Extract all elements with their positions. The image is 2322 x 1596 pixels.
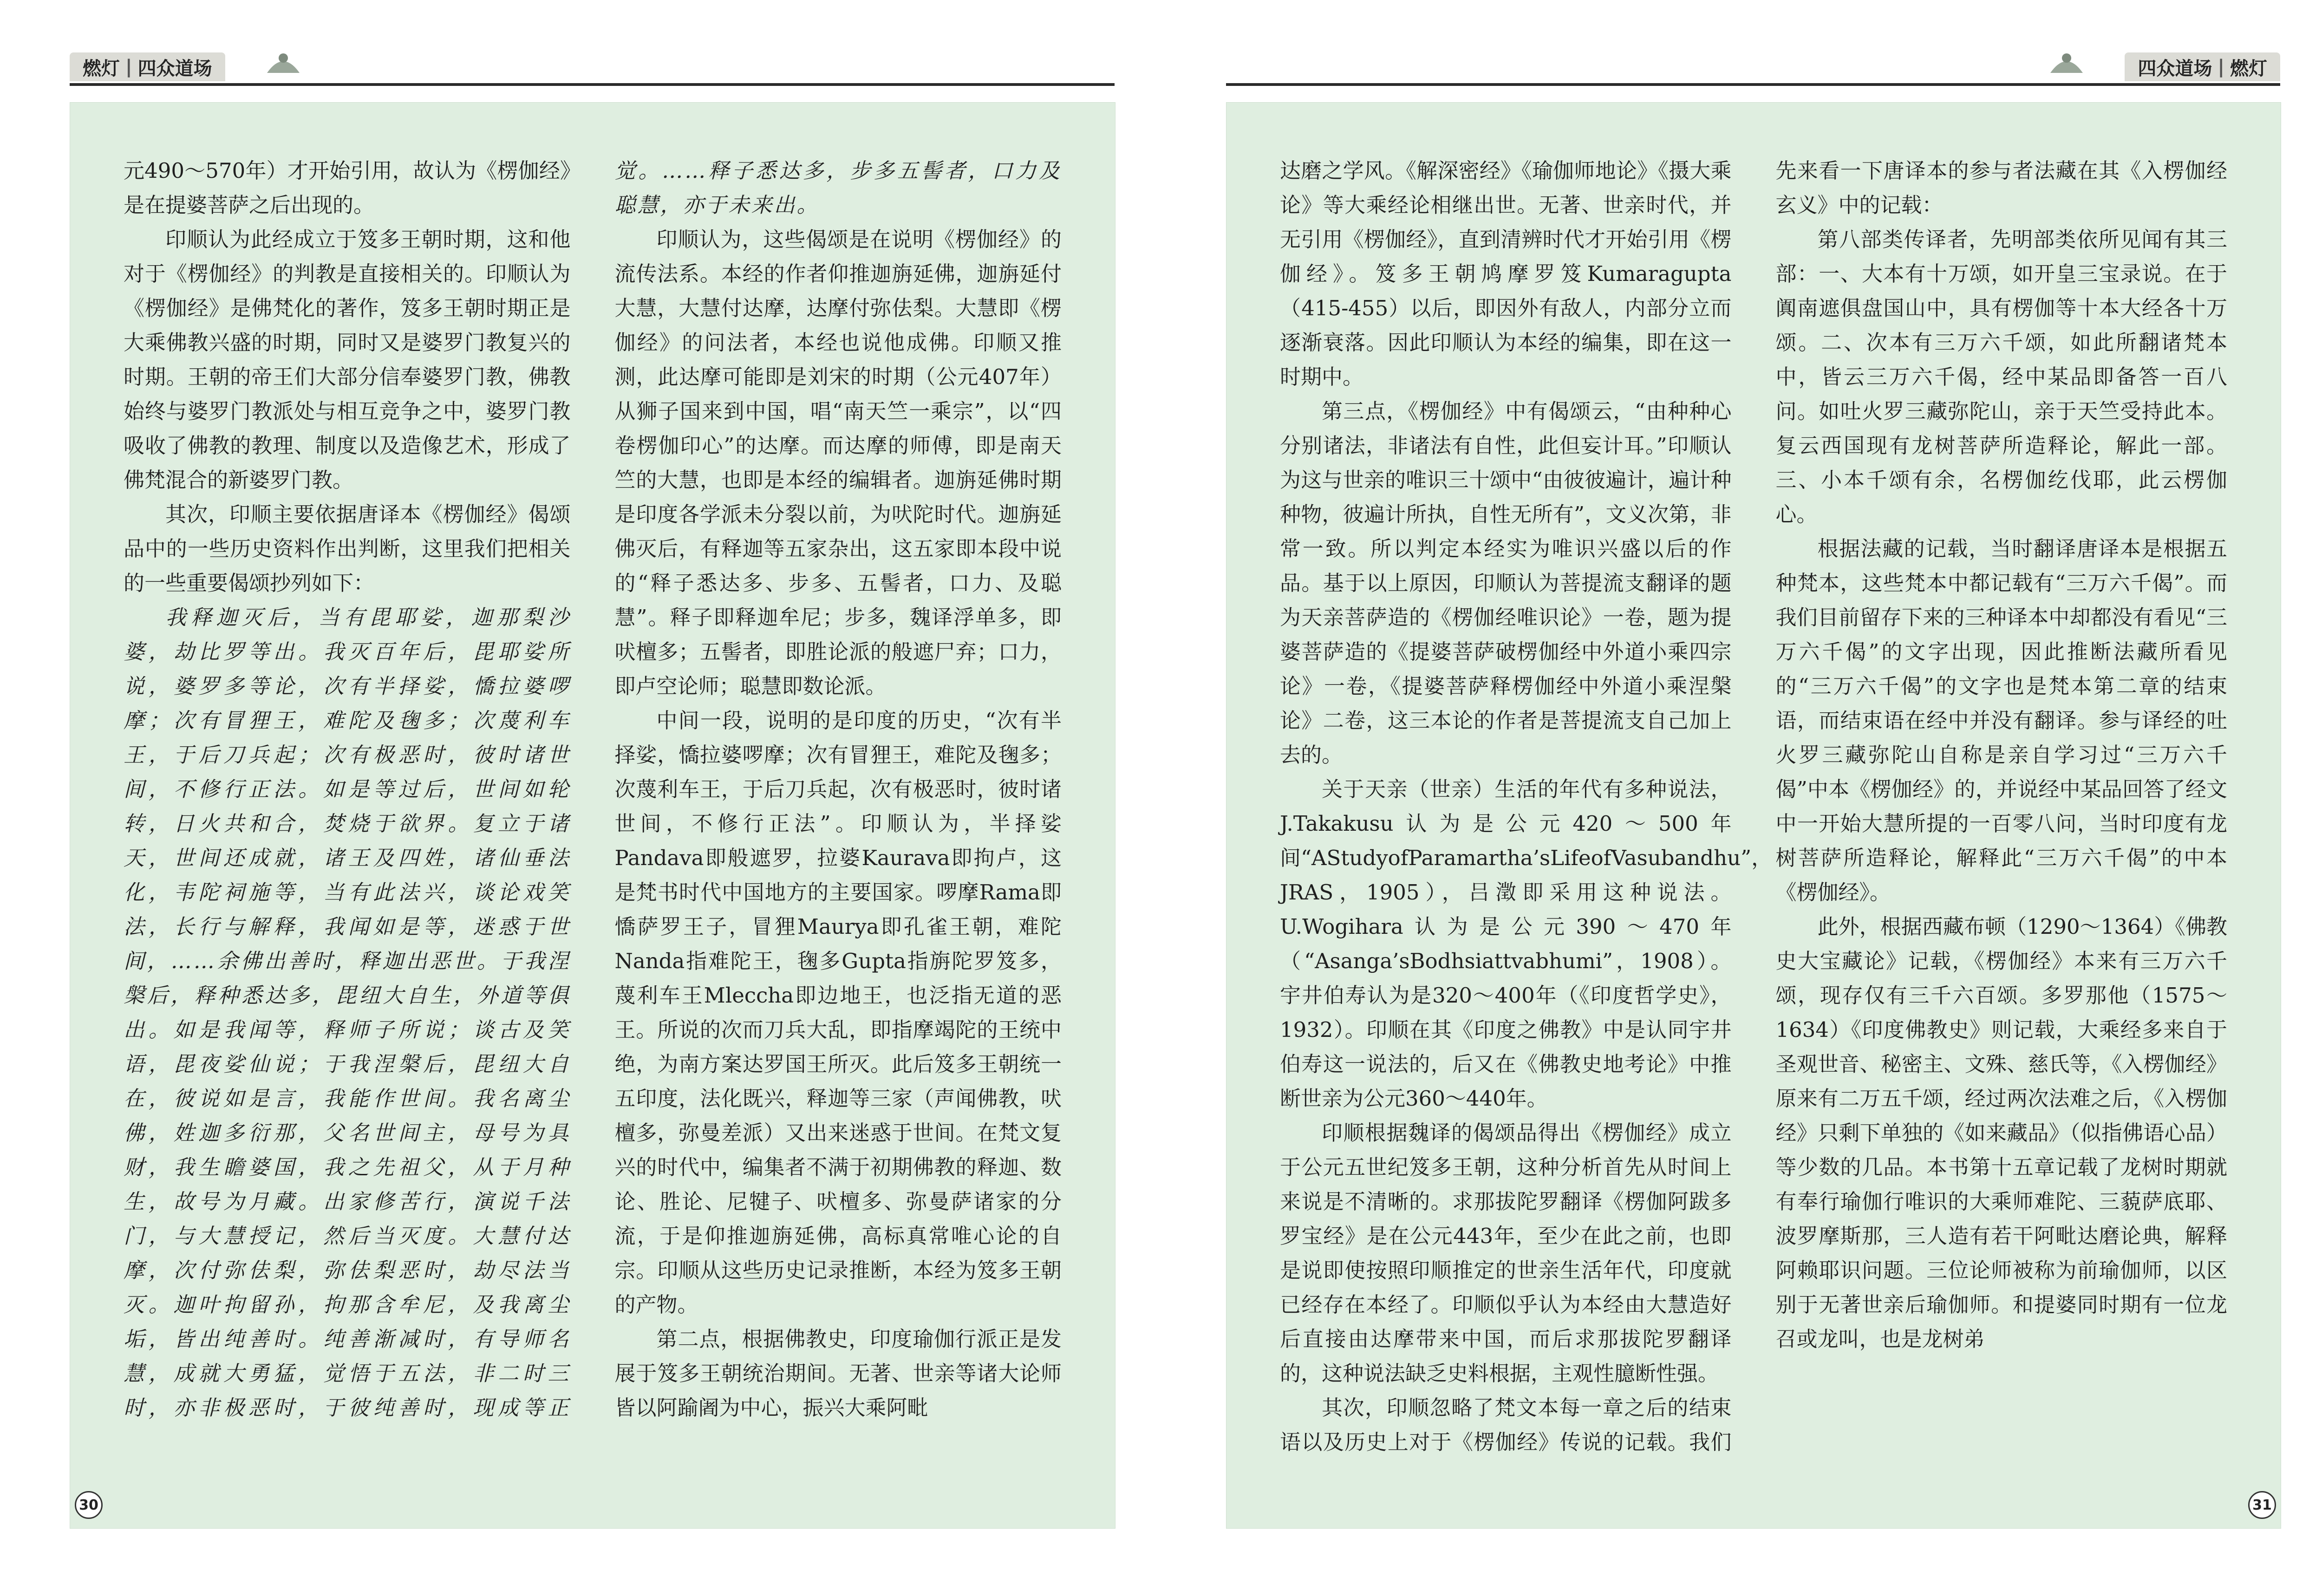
paragraph: 其次，印顺主要依据唐译本《楞伽经》偈颂品中的一些历史资料作出判断，这里我们把相关的一些重要偈颂抄列如下：	[124, 502, 571, 595]
header-tab	[2125, 52, 2280, 81]
left-page	[70, 102, 1115, 1529]
page-number: 31	[2248, 1491, 2276, 1519]
paragraph: 印顺认为，这些偈颂是在说明《楞伽经》的流传法系。本经的作者仰推迦旃延佛，迦旃延付大慧，大慧付达摩，达摩付弥佉梨。大慧即《楞伽经》的问法者，本经也说他成佛。印顺又推测，此达摩可能即是刘宋的时期（公元407年）从狮子国来到中国，唱“南天竺一乘宗”，以“四卷楞伽印心”的达摩。而达摩的师傅，即是南天竺的大慧，也即是本经的编辑者。迦旃延佛时期是印度各学派未分裂以前，为吠陀时代。迦旃延佛灭后，有释迦等五家杂出，这五家即本段中说的“释子悉达多、步多、五髻者，口力、及聪慧”。释子即释迦牟尼；步多，魏译浮单多，即吠檀多；五髻者，即胜论派的般遮尸弃；口力，即卢空论师；聪慧即数论派。	[614, 227, 1062, 698]
header-tab	[70, 52, 225, 81]
header-rule	[70, 83, 1115, 86]
right-page-text-columns	[1280, 154, 2227, 1463]
buddha-ornament-icon	[265, 45, 302, 78]
paragraph: 印顺认为此经成立于笈多王朝时期，这和他对于《楞伽经》的判教是直接相关的。印顺认为《楞伽经》是佛梵化的著作，笈多王朝时期正是大乘佛教兴盛的时期，同时又是婆罗门教复兴的时期。王朝的帝王们大部分信奉婆罗门教，佛教始终与婆罗门教派处与相互竞争之中，婆罗门教吸收了佛教的教理、制度以及造像艺术，形成了佛梵混合的新婆罗门教。	[124, 227, 571, 492]
paragraph: 第二点，根据佛教史，印度瑜伽行派正是发展于笈多王朝统治期间。无著、世亲等诸大论师皆以阿踰阇为中心，振兴大乘阿毗	[614, 1327, 1062, 1420]
left-page-text-columns	[124, 154, 1062, 1463]
paragraph: 元490～570年）才开始引用，故认为《楞伽经》是在提婆菩萨之后出现的。	[124, 158, 571, 217]
section-title: 四众道场	[2138, 58, 2212, 79]
paragraph: 根据法藏的记载，当时翻译唐译本是根据五种梵本，这些梵本中都记载有“三万六千偈”。而我们目前留存下来的三种译本中却都没有看见“三万六千偈”的文字出现，因此推断法藏所看见的“三万六千偈”的文字也是梵本第二章的结束语，而结束语在经中并没有翻译。参与译经的吐火罗三藏弥陀山自称是亲自学习过“三万六千偈”中本《楞伽经》的，并说经中某品回答了经文中一开始大慧所提的一百零八问，当时印度有龙树菩萨所造释论，解释此“三万六千偈”的中本《楞伽经》。	[1775, 536, 2227, 905]
page-number: 30	[75, 1491, 103, 1519]
paragraph: 印顺根据魏译的偈颂品得出《楞伽经》成立于公元五世纪笈多王朝，这种分析首先从时间上来说是不清晰的。求那拔陀罗翻译《楞伽阿跋多罗宝经》是在公元443年，至少在此之前，也即是说即使按照印顺推定的世亲生活年代，印度就已经存在本经了。印顺似乎认为本经由大慧造好后直接由达摩带来中国，而后求那拔陀罗翻译的，这种说法缺乏史料根据，主观性臆断性强。	[1280, 1120, 1732, 1386]
section-title: 四众道场	[137, 58, 212, 79]
magazine-title: 燃灯	[2230, 58, 2267, 79]
paragraph: 达磨之学风。《解深密经》《瑜伽师地论》《摄大乘论》等大乘经论相继出世。无著、世亲时代，并无引用《楞伽经》，直到清辨时代才开始引用《楞伽经》。笈多王朝鸠摩罗笈Kumaragupta（415-455）以后，即因外有敌人，内部分立而逐渐衰落。因此印顺认为本经的编集，即在这一时期中。	[1280, 158, 1732, 389]
right-page-header	[1226, 44, 2280, 86]
verse-quotation: 我释迦灭后，当有毘耶娑，迦那梨沙婆，劫比罗等出。我灭百年后，毘耶娑所说，婆罗多等论，次有半择娑，憍拉婆啰摩；次有冒狸王，难陀及毱多；次蔑利车王，于后刀兵起；次有极恶时，彼时诸世间，不修行正法。如是等过后，世间如轮转，日火共和合，焚烧于欲界。复立于诸天，世间还成就，诸王及四姓，诸仙垂法化，韦陀祠施等，当有此法兴，谈论戏笑法，长行与解释，我闻如是等，迷惑于世间，……余佛出善时，释迦出恶世。于我涅槃后，释种悉达多，毘纽大自生，外道等俱出。如是我闻等，释师子所说；谈古及笑语，毘夜娑仙说；于我涅槃后，毘纽大自在，彼说如是言，我能作世间。我名离尘佛，姓迦多衍那，父名世间主，母号为具财，我生瞻婆国，我之先祖父，从于月种生，故号为月藏。出家修苦行，演说千法门，与大慧授记，然后当灭度。大慧付达摩，次付弥佉梨，弥佉梨恶时，劫尽法当灭。迦叶拘留孙，拘那含牟尼，及我离尘垢，皆出纯善时。纯善渐减时，有导师名慧，成就大勇猛，觉悟于五法，非二时三时，亦非极恶时，于彼纯善时，现成等正觉。……释子悉达多，步多五髻者，口力及聪慧，亦于未来出。	[124, 158, 1062, 1420]
paragraph: 其次，印顺忽略了梵文本每一章之后的结束语以及历史上对于《楞伽经》传说的记载。我们先来看一下唐译本的参与者法藏在其《入楞伽经玄义》中的记载：	[1280, 158, 2227, 1454]
buddha-ornament-icon	[2048, 45, 2085, 78]
header-divider: |	[2218, 56, 2224, 78]
right-page	[1226, 102, 2281, 1529]
paragraph: 中间一段，说明的是印度的历史，“次有半择娑，憍拉婆啰摩；次有冒狸王，难陀及毱多；次蔑利车王，于后刀兵起，次有极恶时，彼时诸世间，不修行正法”。印顺认为，半择娑Pandava即般遮罗，拉婆Kaurava即拘卢，这是梵书时代中国地方的主要国家。啰摩Rama即憍萨罗王子，冒狸Maurya即孔雀王朝，难陀Nanda指难陀王，毱多Gupta指旃陀罗笈多，蔑利车王Mleccha即边地王，也泛指无道的恶王。所说的次而刀兵大乱，即指摩竭陀的王统中绝，为南方案达罗国王所灭。此后笈多王朝统一五印度，法化既兴，释迦等三家（声闻佛教，吠檀多，弥曼差派）又出来迷惑于世间。在梵文复兴的时代中，编集者不满于初期佛教的释迦、数论、胜论、尼犍子、吠檀多、弥曼萨诸家的分流，于是仰推迦旃延佛，高标真常唯心论的自宗。印顺从这些历史记录推断，本经为笈多王朝的产物。	[614, 708, 1062, 1317]
header-rule	[1226, 83, 2280, 86]
paragraph: 第八部类传译者，先明部类依所见闻有其三部：一、大本有十万颂，如开皇三宝录说。在于阗南遮俱盘国山中，具有楞伽等十本大经各十万颂。二、次本有三万六千颂，如此所翻诸梵本中，皆云三万六千偈，经中某品即备答一百八问。如吐火罗三藏弥陀山，亲于天竺受持此本。复云西国现有龙树菩萨所造释论，解此一部。三、小本千颂有余，名楞伽纥伐耶，此云楞伽心。	[1775, 227, 2227, 527]
left-page-header	[70, 44, 1115, 86]
header-divider: |	[125, 56, 132, 78]
paragraph: 此外，根据西藏布顿（1290～1364）《佛教史大宝藏论》记载，《楞伽经》本来有三万六千颂，现存仅有三千六百颂。多罗那他（1575～1634）《印度佛教史》则记载，大乘经多来自于圣观世音、秘密主、文殊、慈氏等，《入楞伽经》原来有二万五千颂，经过两次法难之后，《入楞伽经》只剩下单独的《如来藏品》（似指佛语心品）等少数的几品。本书第十五章记载了龙树时期就有奉行瑜伽行唯识的大乘师难陀、三藐萨底耶、波罗摩斯那，三人造有若干阿毗达磨论典，解释阿赖耶识问题。三位论师被称为前瑜伽师，以区别于无著世亲后瑜伽师。和提婆同时期有一位龙召或龙叫，也是龙树弟	[1775, 914, 2227, 1351]
magazine-title: 燃灯	[83, 58, 120, 79]
paragraph: 第三点，《楞伽经》中有偈颂云，“由种种心分别诸法，非诸法有自性，此但妄计耳。”印顺认为这与世亲的唯识三十颂中“由彼彼遍计，遍计种种物，彼遍计所执，自性无所有”，文义次第，非常一致。所以判定本经实为唯识兴盛以后的作品。基于以上原因，印顺认为菩提流支翻译的题为天亲菩萨造的《楞伽经唯识论》一卷，题为提婆菩萨造的《提婆菩萨破楞伽经中外道小乘四宗论》一卷，《提婆菩萨释楞伽经中外道小乘涅槃论》二卷，这三本论的作者是菩提流支自己加上去的。	[1280, 399, 1732, 767]
paragraph: 关于天亲（世亲）生活的年代有多种说法，J.Takakusu认为是公元420～500年间“AStudyofParamartha’sLifeofVasubandhu”，JRAS，1905），吕澂即采用这种说法。U.Wogihara认为是公元390～470年（“Asanga’sBodhsiattvabhumi”，1908）。宇井伯寿认为是320～400年（《印度哲学史》，1932）。印顺在其《印度之佛教》中是认同宇井伯寿这一说法的，后又在《佛教史地考论》中推断世亲为公元360～440年。	[1280, 777, 1773, 1111]
